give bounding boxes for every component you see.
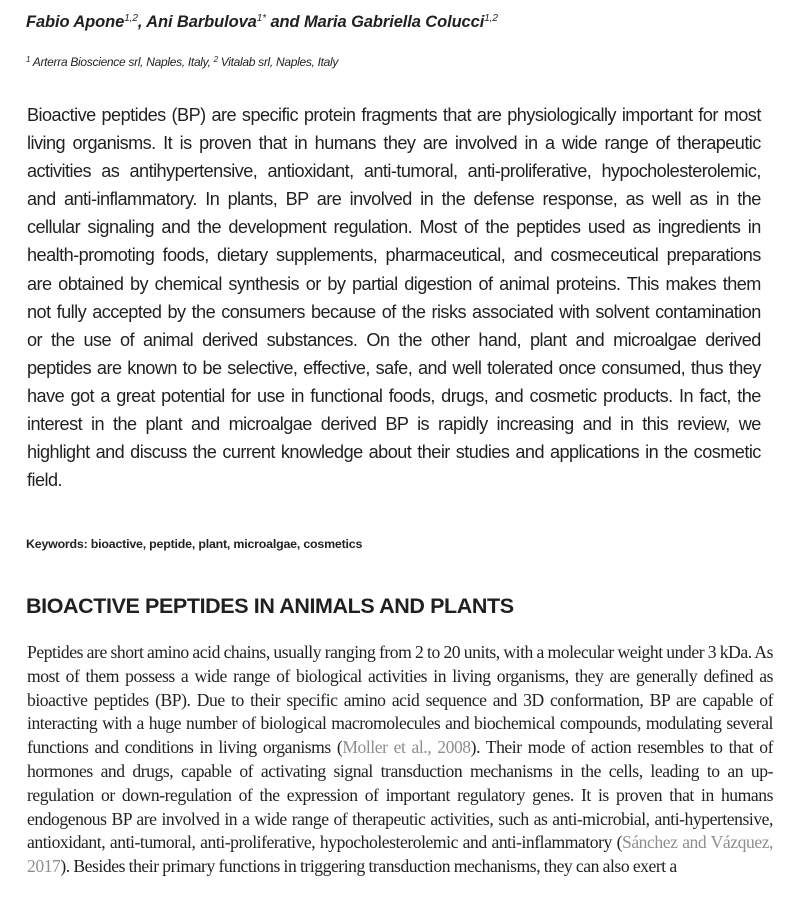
affiliations [26,55,338,69]
author-list [26,13,498,32]
author-affiliation-marker: 1* [256,13,266,24]
body-paragraph [27,641,773,879]
affiliation-number: 1 [26,55,31,64]
body-text-segment: ). Their mode of action resembles to that of hormones and drugs, capable of activating signal transduction mechanisms in the cells, leading to an up-regulation or down-regulation of the expression of important regulatory genes. It is proven that in humans endogenous BP are involved in a wide range of therapeutic activities, such as anti-microbial, anti-hypertensive, antioxidant, anti-tumoral, anti-proliferative, hypocholesterolemic and anti-inflammatory ( [27,737,773,853]
affiliation-text: Arterra Bioscience srl, Naples, Italy, [30,55,214,69]
author-affiliation-marker: 1,2 [484,13,498,24]
author-separator: , [137,13,147,31]
keywords-values: bioactive, peptide, plant, microalgae, cosmetics [87,537,363,551]
keywords-label: Keywords: [26,537,88,551]
section-heading: BIOACTIVE PEPTIDES IN ANIMALS AND PLANTS [26,594,514,618]
keywords [26,537,362,551]
citation-link[interactable]: Sánchez and Vázquez, 2017 [27,832,773,877]
author-name: Ani Barbulova [146,13,257,31]
author-affiliation-marker: 1,2 [124,13,138,24]
abstract-paragraph: Bioactive peptides (BP) are specific protein fragments that are physiologically important for most living organisms. It is proven that in humans they are involved in a wide range of therapeutic activities as antihypertensive, antioxidant, anti-tumoral, anti-proliferative, hypocholesterolemic, and anti-inflammatory. In plants, BP are involved in the defense response, as well as in the cellular signaling and the development regulation. Most of the peptides used as ingredients in health-promoting foods, dietary supplements, pharmaceutical, and cosmeceutical preparations are obtained by chemical synthesis or by partial digestion of animal proteins. This makes them not fully accepted by the consumers because of the risks associated with solvent contamination or the use of animal derived substances. On the other hand, plant and microalgae derived peptides are known to be selective, effective, safe, and well tolerated once consumed, thus they have got a great potential for use in functional foods, drugs, and cosmetic products. In fact, the interest in the plant and microalgae derived BP is rapidly increasing and in this review, we highlight and discuss the current knowledge about their studies and applications in the cosmetic field. [27,104,761,491]
affiliation-text: Vitalab srl, Naples, Italy [217,55,339,69]
author-name: Fabio Apone [26,13,125,31]
body-text-segment: ). Besides their primary functions in triggering transduction mechanisms, they can also exert a [60,856,677,877]
author-separator: and [266,13,305,31]
affiliation-number: 2 [213,55,218,64]
author-name: Maria Gabriella Colucci [304,13,485,31]
body-text-segment: Peptides are short amino acid chains, usually ranging from 2 to 20 units, with a molecular weight under 3 kDa. As most of them possess a wide range of biological activities in living organisms, they are generally defined as bioactive peptides (BP). Due to their specific amino acid sequence and 3D conformation, BP are capable of interacting with a huge number of biological macromolecules and biochemical compounds, modulating several functions and conditions in living organisms ( [27,642,773,758]
citation-link[interactable]: Moller et al., 2008 [342,737,471,758]
